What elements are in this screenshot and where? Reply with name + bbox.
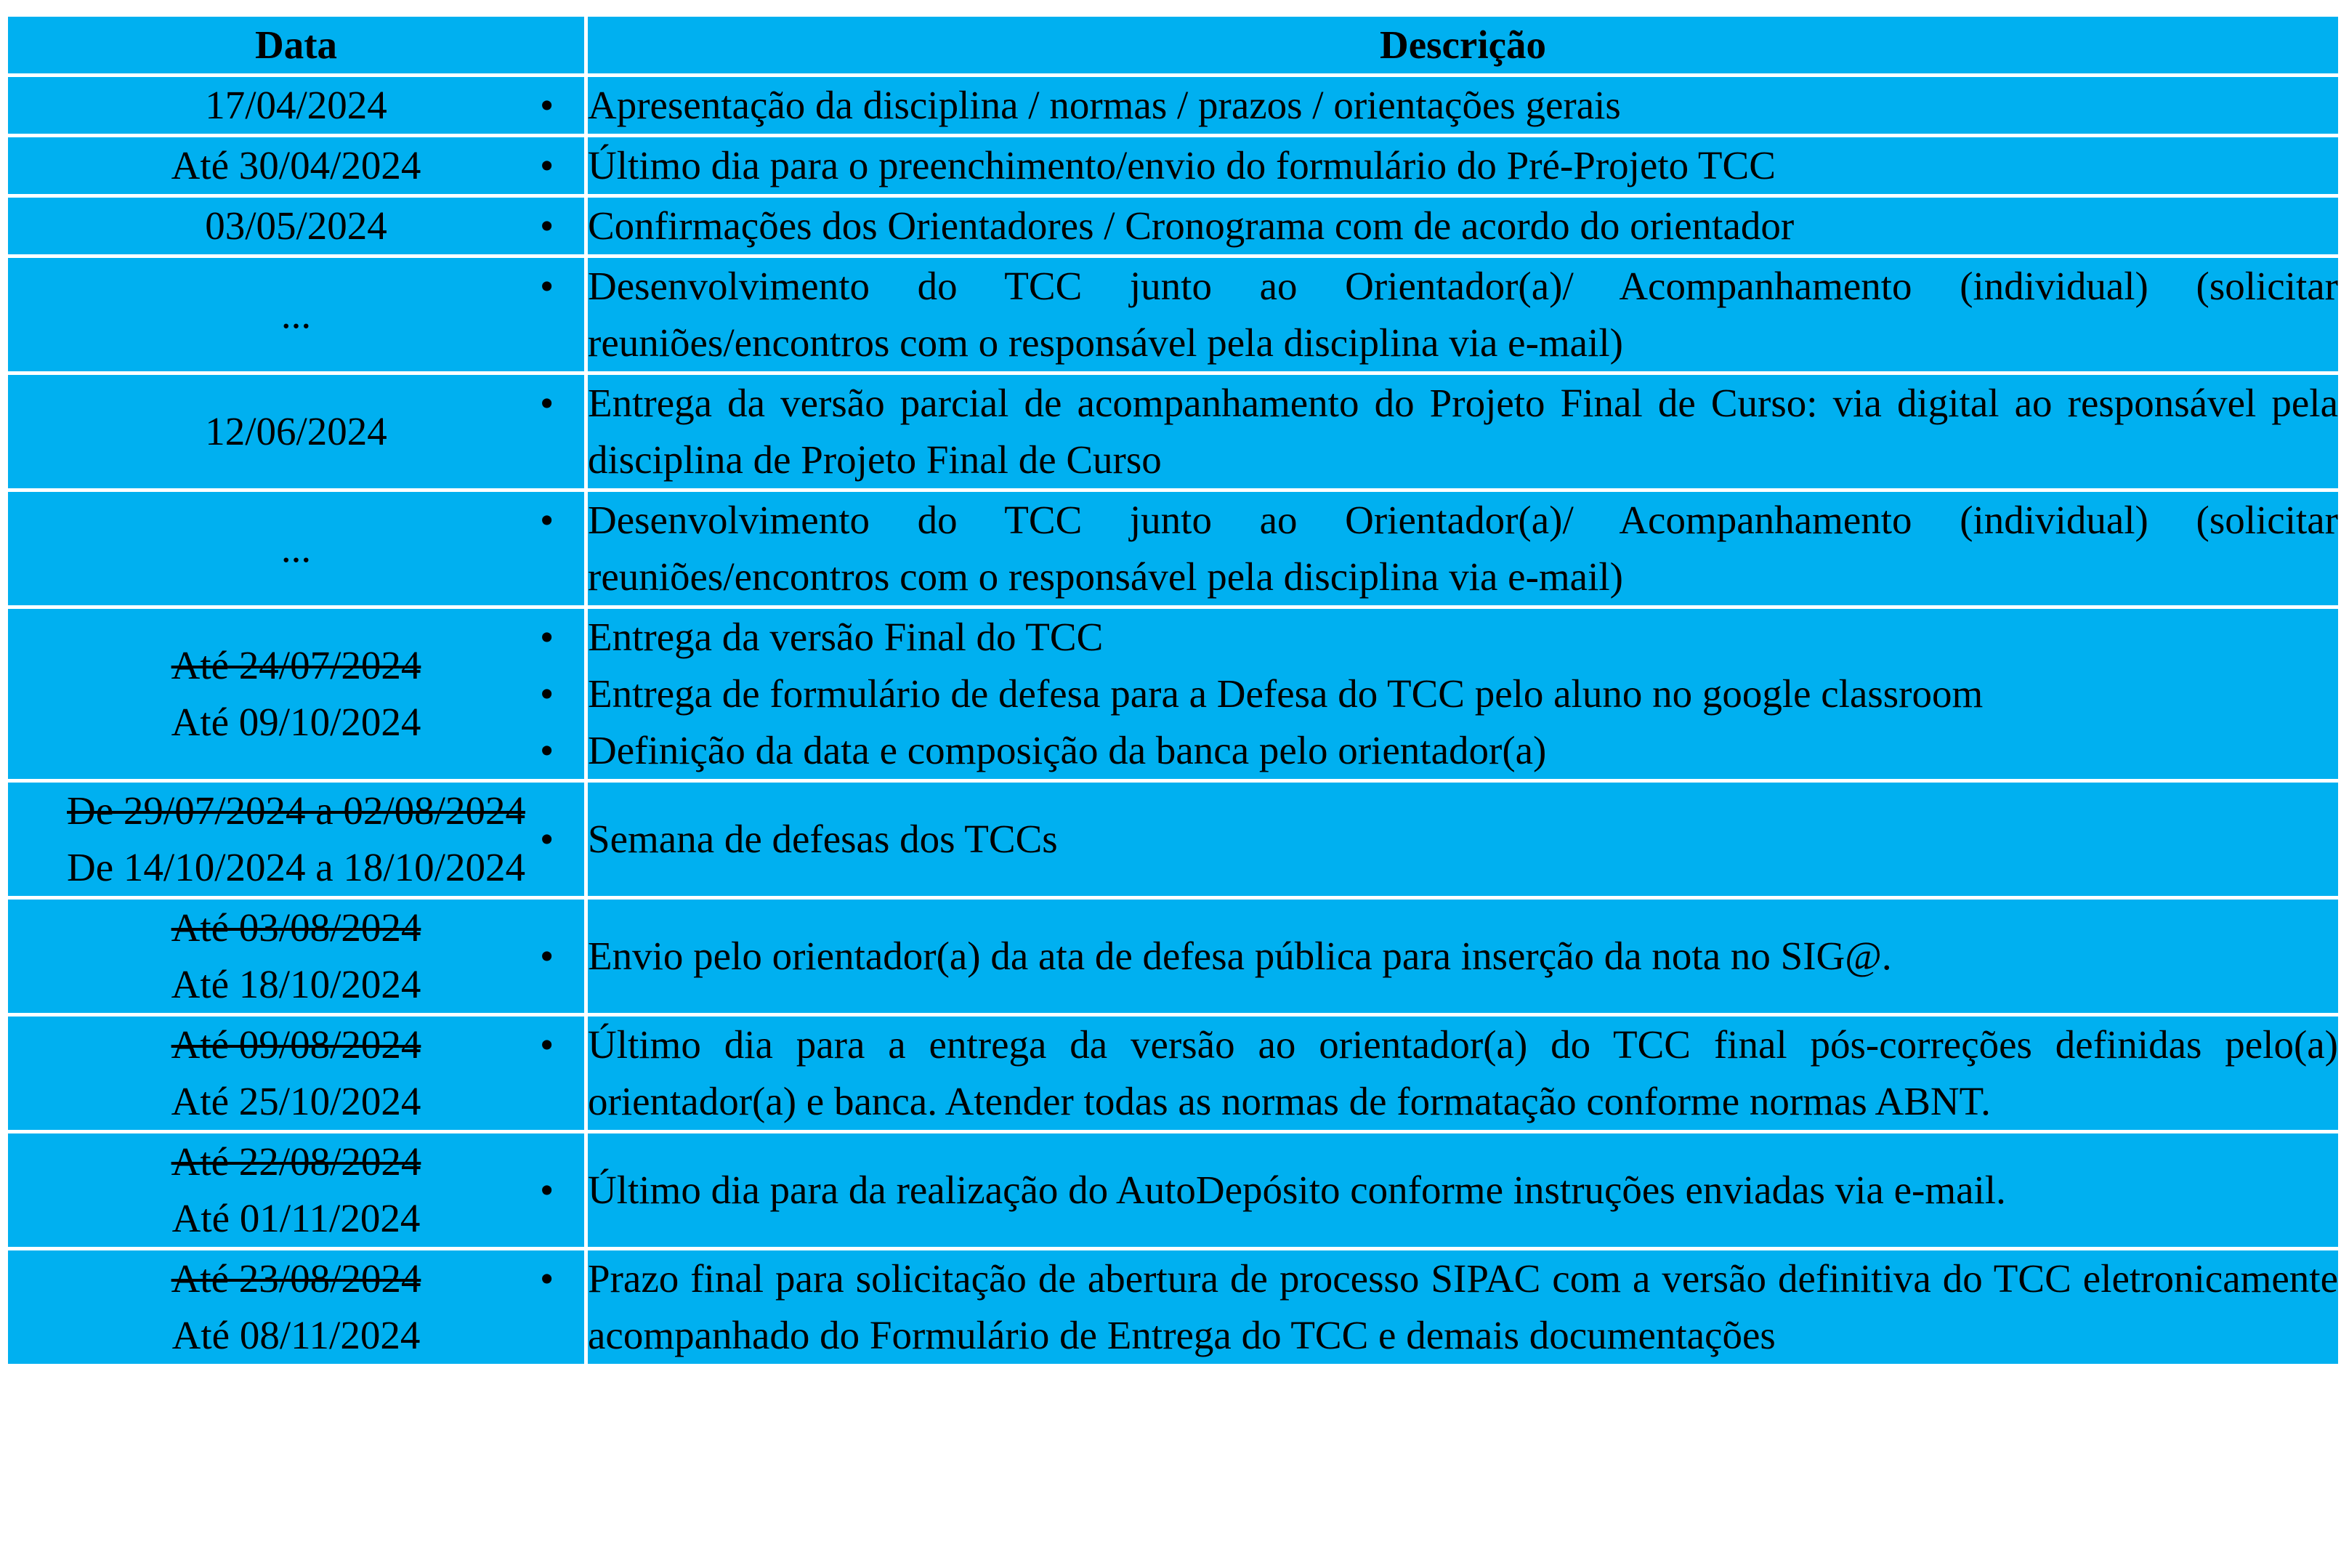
- table-row: [7, 1015, 2340, 1132]
- description-cell: [586, 256, 2340, 373]
- description-cell: [586, 76, 2340, 136]
- description-list: [588, 198, 2338, 254]
- current-date: Até 09/10/2024: [171, 700, 421, 744]
- description-list: [588, 609, 2338, 779]
- date-cell: [7, 196, 586, 256]
- table-row: [7, 1249, 2340, 1366]
- description-list: [588, 375, 2338, 488]
- list-item: • Desenvolvimento do TCC junto ao Orientador(a)/ Acompanhamento (individual) (solicitar reuniões/encontros com o responsável pela disciplina via e-mail): [588, 258, 2338, 371]
- date-cell: [7, 373, 586, 490]
- description-cell: [586, 1132, 2340, 1249]
- table-row: [7, 196, 2340, 256]
- current-date: ...: [280, 526, 312, 570]
- table-row: [7, 256, 2340, 373]
- date-cell: [7, 1249, 586, 1366]
- list-item: • Apresentação da disciplina / normas / prazos / orientações gerais: [588, 77, 2338, 134]
- description-list: [588, 492, 2338, 605]
- list-item: • Definição da data e composição da banca pelo orientador(a): [588, 722, 2338, 779]
- description-cell: [586, 373, 2340, 490]
- schedule-body: [7, 76, 2340, 1366]
- date-cell: [7, 256, 586, 373]
- description-list: [588, 928, 2338, 985]
- description-list: [588, 77, 2338, 134]
- list-item: • Envio pelo orientador(a) da ata de defesa pública para inserção da nota no SIG@.: [588, 928, 2338, 985]
- struck-date: Até 03/08/2024: [171, 905, 421, 950]
- date-cell: [7, 1132, 586, 1249]
- current-date: Até 01/11/2024: [171, 1196, 421, 1240]
- struck-date: Até 09/08/2024: [171, 1022, 421, 1067]
- description-cell: [586, 136, 2340, 196]
- current-date: Até 25/10/2024: [171, 1079, 421, 1123]
- current-date: 12/06/2024: [205, 409, 387, 453]
- schedule-table: [4, 13, 2341, 1367]
- table-row: [7, 76, 2340, 136]
- date-cell: [7, 607, 586, 781]
- description-list: [588, 811, 2338, 868]
- list-item: • Entrega da versão Final do TCC: [588, 609, 2338, 666]
- table-row: [7, 490, 2340, 607]
- description-list: [588, 137, 2338, 194]
- description-cell: [586, 1015, 2340, 1132]
- description-list: [588, 258, 2338, 371]
- current-date: Até 18/10/2024: [171, 962, 421, 1006]
- current-date: 03/05/2024: [205, 203, 387, 248]
- list-item: • Entrega da versão parcial de acompanhamento do Projeto Final de Curso: via digital ao responsável pela disciplina de Projeto Final de Curso: [588, 375, 2338, 488]
- description-cell: [586, 898, 2340, 1015]
- table-row: [7, 1132, 2340, 1249]
- struck-date: De 29/07/2024 a 02/08/2024: [67, 788, 525, 833]
- date-cell: [7, 136, 586, 196]
- description-list: [588, 1162, 2338, 1219]
- date-cell: [7, 1015, 586, 1132]
- struck-date: Até 22/08/2024: [171, 1139, 421, 1184]
- description-list: [588, 1017, 2338, 1130]
- description-cell: [586, 781, 2340, 898]
- list-item: • Último dia para a entrega da versão ao orientador(a) do TCC final pós-correções definidas pelo(a) orientador(a) e banca. Atender todas as normas de formatação conforme normas ABNT.: [588, 1017, 2338, 1130]
- list-item: • Confirmações dos Orientadores / Cronograma com de acordo do orientador: [588, 198, 2338, 254]
- table-row: [7, 898, 2340, 1015]
- current-date: ...: [280, 292, 312, 336]
- table-row: [7, 373, 2340, 490]
- current-date: De 14/10/2024 a 18/10/2024: [67, 845, 525, 889]
- struck-date: Até 23/08/2024: [171, 1256, 421, 1301]
- list-item: • Último dia para o preenchimento/envio do formulário do Pré-Projeto TCC: [588, 137, 2338, 194]
- list-item: • Entrega de formulário de defesa para a Defesa do TCC pelo aluno no google classroom: [588, 666, 2338, 722]
- date-column-header: Data: [7, 15, 586, 76]
- current-date: Até 08/11/2024: [171, 1313, 421, 1357]
- list-item: • Semana de defesas dos TCCs: [588, 811, 2338, 868]
- list-item: • Desenvolvimento do TCC junto ao Orientador(a)/ Acompanhamento (individual) (solicitar reuniões/encontros com o responsável pela disciplina via e-mail): [588, 492, 2338, 605]
- date-cell: [7, 490, 586, 607]
- header-row: [7, 15, 2340, 76]
- description-column-header: Descrição: [586, 15, 2340, 76]
- description-cell: [586, 196, 2340, 256]
- description-cell: [586, 490, 2340, 607]
- current-date: 17/04/2024: [205, 83, 387, 127]
- date-cell: [7, 781, 586, 898]
- table-row: [7, 607, 2340, 781]
- description-cell: [586, 1249, 2340, 1366]
- current-date: Até 30/04/2024: [171, 143, 421, 187]
- list-item: • Último dia para da realização do AutoDepósito conforme instruções enviadas via e-mail.: [588, 1162, 2338, 1219]
- table-row: [7, 781, 2340, 898]
- table-row: [7, 136, 2340, 196]
- struck-date: Até 24/07/2024: [171, 643, 421, 687]
- description-list: [588, 1250, 2338, 1364]
- date-cell: [7, 76, 586, 136]
- list-item: • Prazo final para solicitação de abertura de processo SIPAC com a versão definitiva do TCC eletronicamente acompanhado do Formulário de Entrega do TCC e demais documentações: [588, 1250, 2338, 1364]
- description-cell: [586, 607, 2340, 781]
- date-cell: [7, 898, 586, 1015]
